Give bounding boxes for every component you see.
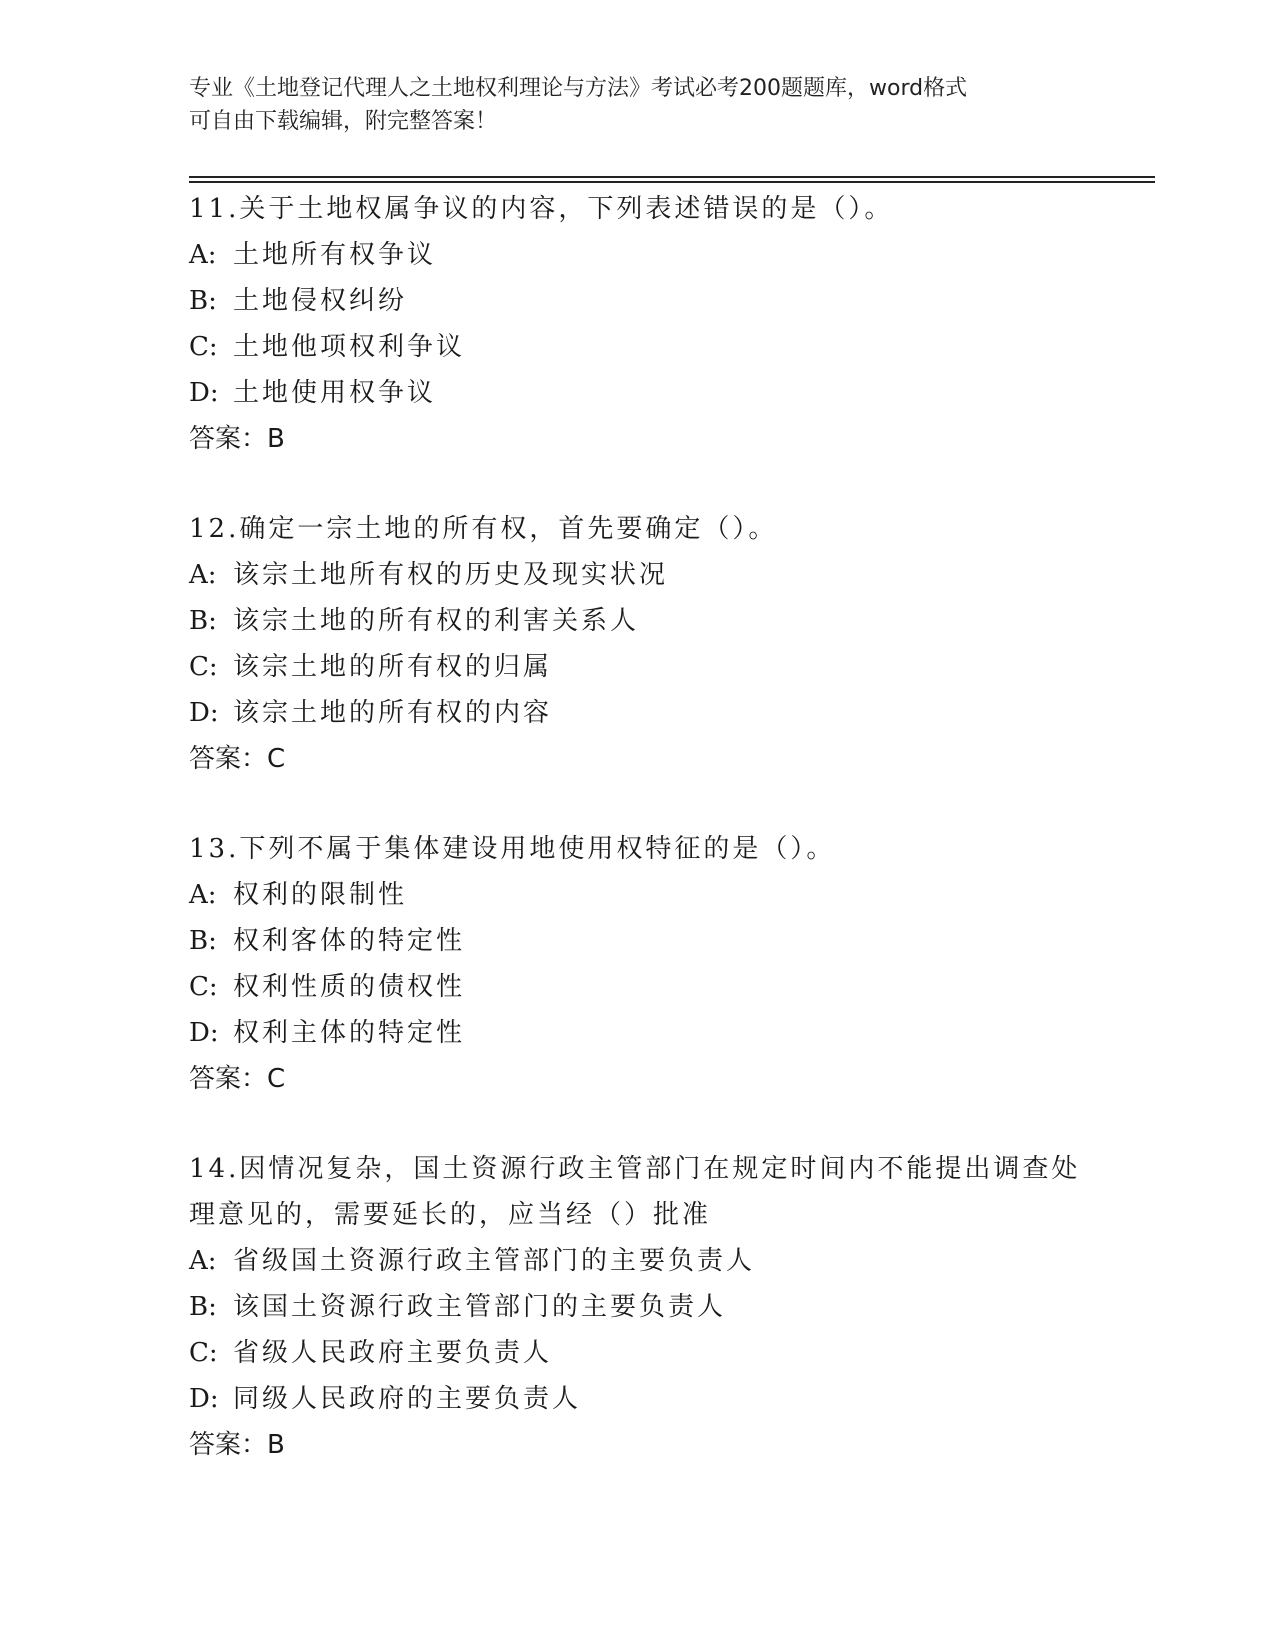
option-key: C:: [189, 1338, 218, 1368]
option-a: [189, 872, 1129, 918]
document-header: [189, 72, 1089, 138]
option-text: 权利客体的特定性: [233, 926, 466, 956]
option-key: C:: [189, 652, 218, 682]
header-divider-bottom: [189, 181, 1155, 183]
option-text: 该宗土地的所有权的内容: [233, 698, 553, 728]
option-text: 权利性质的债权性: [233, 972, 466, 1002]
option-d: [189, 1010, 1129, 1056]
option-d: [189, 370, 1129, 416]
option-b: [189, 598, 1129, 644]
option-key: B:: [189, 606, 217, 636]
answer-line: 答案：B: [189, 1430, 285, 1460]
question-14: [189, 1146, 1129, 1468]
option-d: [189, 1376, 1129, 1422]
option-d: [189, 690, 1129, 736]
option-text: 土地他项权利争议: [233, 332, 466, 362]
option-text: 土地使用权争议: [233, 378, 437, 408]
option-key: C:: [189, 972, 218, 1002]
answer-line: 答案：B: [189, 424, 285, 454]
header-divider-top: [189, 176, 1155, 178]
option-a: [189, 552, 1129, 598]
question-stem: 12.确定一宗土地的所有权，首先要确定（）。: [189, 514, 778, 544]
option-key: B:: [189, 1292, 217, 1322]
option-text: 土地侵权纠纷: [233, 286, 408, 316]
option-key: A:: [189, 880, 217, 910]
question-12: [189, 506, 1129, 782]
question-stem: 13.下列不属于集体建设用地使用权特征的是（）。: [189, 834, 836, 864]
option-text: 同级人民政府的主要负责人: [233, 1384, 582, 1414]
header-line-2: 可自由下载编辑，附完整答案！: [189, 109, 498, 134]
option-text: 该国土资源行政主管部门的主要负责人: [233, 1292, 727, 1322]
option-text: 权利主体的特定性: [233, 1018, 466, 1048]
question-stem-line-1: 14.因情况复杂，国土资源行政主管部门在规定时间内不能提出调查处: [189, 1154, 1081, 1184]
option-key: D:: [189, 698, 219, 728]
option-key: A:: [189, 1246, 217, 1276]
question-stem: 11.关于土地权属争议的内容，下列表述错误的是（）。: [189, 194, 894, 224]
question-11: [189, 186, 1129, 462]
option-key: A:: [189, 560, 217, 590]
option-key: D:: [189, 1018, 219, 1048]
option-c: [189, 964, 1129, 1010]
option-c: [189, 644, 1129, 690]
question-13: [189, 826, 1129, 1102]
answer-line: 答案：C: [189, 1064, 286, 1094]
option-key: A:: [189, 240, 217, 270]
option-b: [189, 278, 1129, 324]
option-key: D:: [189, 378, 219, 408]
option-text: 土地所有权争议: [233, 240, 437, 270]
option-b: [189, 918, 1129, 964]
answer-line: 答案：C: [189, 744, 286, 774]
option-text: 该宗土地的所有权的归属: [233, 652, 553, 682]
option-c: [189, 324, 1129, 370]
option-key: B:: [189, 926, 217, 956]
option-a: [189, 1238, 1129, 1284]
option-text: 省级国土资源行政主管部门的主要负责人: [233, 1246, 756, 1276]
option-b: [189, 1284, 1129, 1330]
option-key: D:: [189, 1384, 219, 1414]
option-text: 权利的限制性: [233, 880, 408, 910]
option-text: 该宗土地所有权的历史及现实状况: [233, 560, 669, 590]
header-line-1: 专业《土地登记代理人之土地权利理论与方法》考试必考200题题库，word格式: [189, 76, 968, 101]
option-key: C:: [189, 332, 218, 362]
question-stem-line-2: 理意见的，需要延长的，应当经（）批准: [189, 1200, 712, 1230]
option-key: B:: [189, 286, 217, 316]
option-text: 省级人民政府主要负责人: [233, 1338, 553, 1368]
option-a: [189, 232, 1129, 278]
option-c: [189, 1330, 1129, 1376]
question-stem: [189, 1146, 1129, 1238]
option-text: 该宗土地的所有权的利害关系人: [233, 606, 640, 636]
